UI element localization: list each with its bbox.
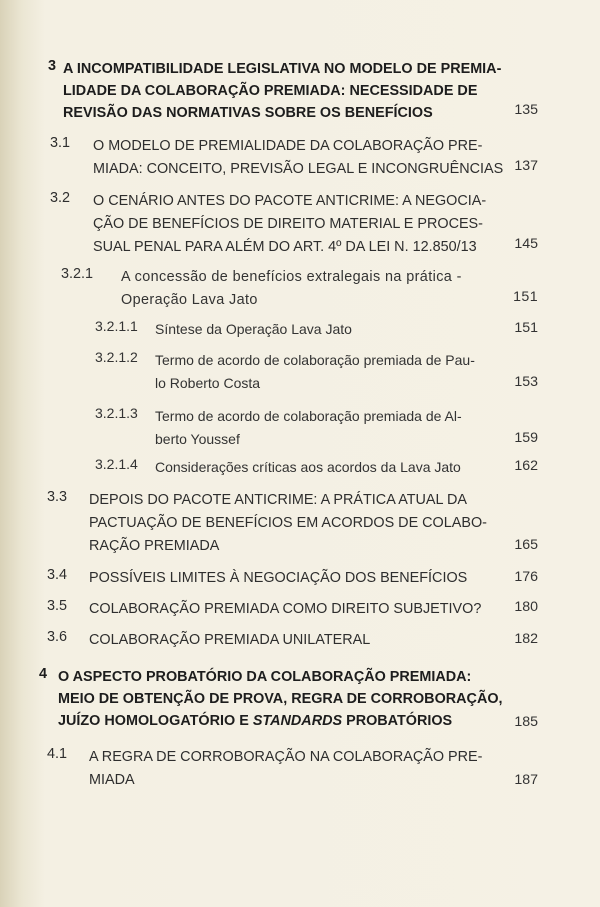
entry-page-number: 185: [514, 714, 538, 730]
entry-title: Termo de acordo de colaboração premiada de Pau- lo Roberto Costa: [155, 352, 475, 391]
entry-title: COLABORAÇÃO PREMIADA UNILATERAL: [89, 632, 371, 648]
entry-number: 3.2.1.3: [95, 405, 138, 421]
entry-page-number: 176: [514, 569, 538, 585]
entry-title: DEPOIS DO PACOTE ANTICRIME: A PRÁTICA ATUAL DA PACTUAÇÃO DE BENEFÍCIOS EM ACORDOS DE COLABO- RAÇÃO PREMIADA: [89, 492, 487, 554]
entry-number: 3.2.1.4: [95, 456, 138, 472]
entry-title: A INCOMPATIBILIDADE LEGISLATIVA NO MODELO DE PREMIA- LIDADE DA COLABORAÇÃO PREMIADA: NECESSIDADE DE REVISÃO DAS NORMATIVAS SOBRE OS BENEFÍCIOS: [63, 61, 502, 121]
toc-entry-3-4[interactable]: [0, 567, 600, 590]
entry-title: A concessão de benefícios extralegais na prática - Operação Lava Jato: [121, 269, 462, 308]
entry-number: 3.6: [47, 629, 68, 645]
toc-entry-3-5[interactable]: [0, 598, 600, 621]
toc-entry-3-2-1-3[interactable]: [0, 405, 600, 451]
toc-entry-4-1[interactable]: [0, 746, 600, 792]
entry-page-number: 180: [514, 599, 538, 615]
entry-page-number: 159: [514, 430, 538, 446]
toc-entry-chapter-4[interactable]: [0, 666, 600, 736]
entry-number: 3.3: [47, 489, 68, 505]
entry-title: POSSÍVEIS LIMITES À NEGOCIAÇÃO DOS BENEFÍCIOS: [89, 570, 468, 586]
entry-title: COLABORAÇÃO PREMIADA COMO DIREITO SUBJETIVO?: [89, 601, 482, 617]
entry-number: 3.1: [50, 135, 71, 151]
entry-number: 3.4: [47, 567, 68, 583]
entry-number: 3.2: [50, 190, 71, 206]
entry-page-number: 182: [514, 631, 538, 647]
toc-entry-3-2-1-2[interactable]: [0, 349, 600, 395]
entry-number: 3.2.1.1: [95, 318, 138, 334]
entry-page-number: 135: [514, 102, 538, 118]
toc-entry-3-1[interactable]: [0, 135, 600, 181]
entry-number: 3.2.1.2: [95, 349, 138, 365]
entry-title: A REGRA DE CORROBORAÇÃO NA COLABORAÇÃO PRE- MIADA: [89, 749, 483, 788]
entry-title: Termo de acordo de colaboração premiada de Al- berto Youssef: [155, 408, 462, 447]
toc-entry-3-2[interactable]: [0, 190, 600, 260]
entry-page-number: 151: [514, 320, 538, 336]
standards-italic: STANDARDS: [252, 713, 343, 729]
toc-entry-3-3[interactable]: [0, 489, 600, 559]
entry-title: O CENÁRIO ANTES DO PACOTE ANTICRIME: A NEGOCIA- ÇÃO DE BENEFÍCIOS DE DIREITO MATERIAL E PROCES- SUAL PENAL PARA ALÉM DO ART. 4º DA LEI N. 12.850/13: [93, 193, 487, 255]
entry-title: Considerações críticas aos acordos da Lava Jato: [155, 459, 461, 475]
entry-page-number: 162: [514, 458, 538, 474]
toc-entry-3-2-1-1[interactable]: [0, 318, 600, 341]
entry-page-number: 165: [514, 537, 538, 553]
entry-number: 4: [39, 666, 48, 682]
entry-number: 4.1: [47, 746, 68, 762]
toc-entry-3-2-1-4[interactable]: [0, 456, 600, 479]
entry-page-number: 153: [514, 374, 538, 390]
entry-number: 3.5: [47, 598, 68, 614]
toc-entry-3-2-1[interactable]: [0, 266, 600, 312]
entry-page-number: 137: [514, 158, 538, 174]
entry-page-number: 187: [514, 772, 538, 788]
entry-title: Síntese da Operação Lava Jato: [155, 321, 352, 337]
entry-page-number: 151: [513, 289, 538, 305]
toc-entry-chapter-3[interactable]: [0, 58, 600, 128]
entry-title: O ASPECTO PROBATÓRIO DA COLABORAÇÃO PREMIADA: MEIO DE OBTENÇÃO DE PROVA, REGRA DE CORROBORAÇÃO, JUÍZO HOMOLOGATÓRIO E STANDARDS PROBATÓRIOS: [58, 669, 503, 729]
toc-entry-3-6[interactable]: [0, 629, 600, 652]
entry-number: 3.2.1: [61, 266, 94, 282]
entry-number: 3: [48, 58, 57, 74]
entry-title: O MODELO DE PREMIALIDADE DA COLABORAÇÃO PRE- MIADA: CONCEITO, PREVISÃO LEGAL E INCONGRUÊNCIAS: [93, 138, 504, 177]
entry-page-number: 145: [514, 236, 538, 252]
